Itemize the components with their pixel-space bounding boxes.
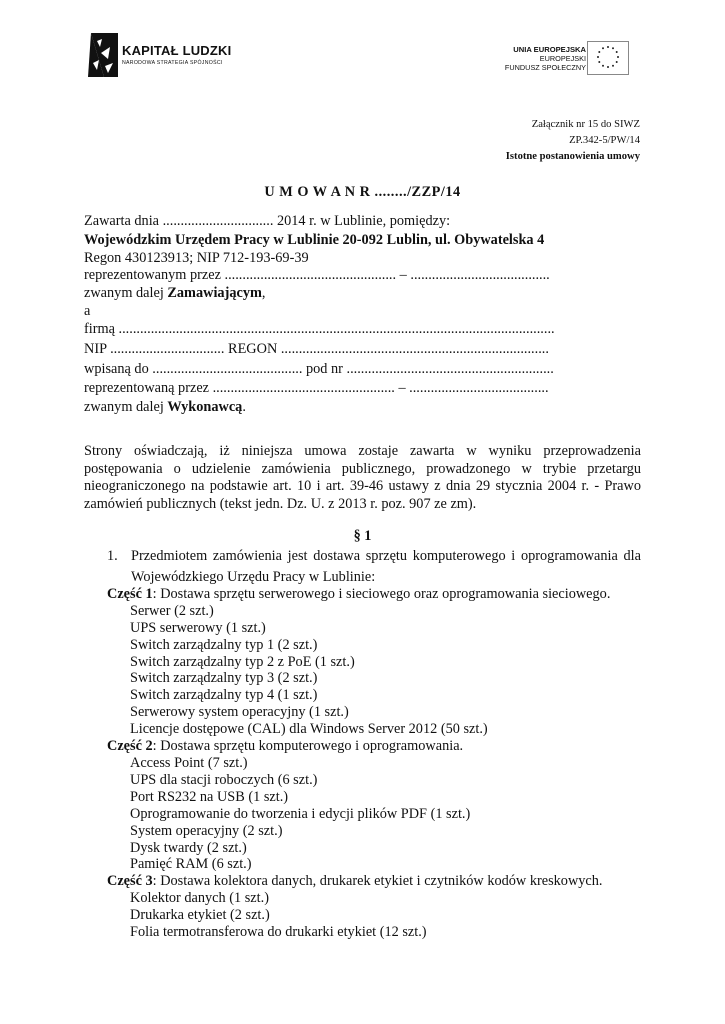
- kapital-ludzki-logo: [86, 29, 256, 81]
- list-item: System operacyjny (2 szt.): [130, 823, 283, 839]
- represented2-line: reprezentowaną przez ................................................... – .......................................: [84, 380, 549, 396]
- kapital-ludzki-emblem-icon: [86, 29, 120, 81]
- point-1-number: 1.: [107, 548, 118, 564]
- list-item: Folia termotransferowa do drukarki etykiet (12 szt.): [130, 924, 427, 940]
- part-3-label: Część 3: [107, 873, 153, 889]
- ref-attachment: Załącznik nr 15 do SIWZ: [531, 119, 640, 130]
- list-item: Pamięć RAM (6 szt.): [130, 856, 252, 872]
- employer-called-name: Zamawiającym: [167, 285, 262, 301]
- company-line: firmą ..........................................................................................................................: [84, 321, 555, 337]
- list-item: UPS dla stacji roboczych (6 szt.): [130, 772, 318, 788]
- list-item: Access Point (7 szt.): [130, 755, 248, 771]
- contractor-called-prefix: zwanym dalej: [84, 399, 168, 415]
- list-item: Port RS232 na USB (1 szt.): [130, 789, 289, 805]
- section-heading: § 1: [353, 528, 372, 544]
- list-item: Switch zarządzalny typ 4 (1 szt.): [130, 687, 318, 703]
- eu-flag-icon: [587, 41, 629, 75]
- list-item: Switch zarządzalny typ 3 (2 szt.): [130, 670, 318, 686]
- eu-logo: [480, 38, 640, 84]
- eu-logo-line1: UNIA EUROPEJSKA: [513, 45, 586, 54]
- part-3-desc: : Dostawa kolektora danych, drukarek etykiet i czytników kodów kreskowych.: [152, 873, 603, 889]
- concluded-line: Zawarta dnia ............................... 2014 r. w Lublinie, pomiędzy:: [84, 213, 451, 229]
- eu-logo-line3: FUNDUSZ SPOŁECZNY: [504, 63, 586, 72]
- and-line: a: [84, 303, 91, 319]
- represented-line: reprezentowanym przez ................................................ – .......................................: [84, 267, 550, 283]
- part-1-desc: : Dostawa sprzętu serwerowego i sieciowego oraz oprogramowania sieciowego.: [152, 586, 611, 602]
- part-3-header: [107, 873, 603, 890]
- list-item: Switch zarządzalny typ 2 z PoE (1 szt.): [130, 654, 355, 670]
- intro-paragraph: Strony oświadczają, iż niniejsza umowa zostaje zawarta w wyniku przeprowadzenia postępowania o udzielenie zamówienia publicznego, prowadzonego w trybie przetargu nieograniczonego na podstawie art. 10 i art. 39-46 ustawy z dnia 29 stycznia 2004 r. - Prawo zamówień publicznych (tekst jedn. Dz. U. z 2013 r. poz. 907 ze zm).: [84, 443, 641, 512]
- list-item: Serwerowy system operacyjny (1 szt.): [130, 704, 349, 720]
- list-item: UPS serwerowy (1 szt.): [130, 620, 266, 636]
- eu-logo-text: [505, 45, 586, 72]
- list-item: Kolektor danych (1 szt.): [130, 890, 269, 906]
- kl-logo-title: KAPITAŁ LUDZKI: [122, 43, 232, 58]
- part-1-label: Część 1: [107, 586, 153, 602]
- part-2-header: [107, 738, 463, 755]
- regon-nip-line: Regon 430123913; NIP 712-193-69-39: [84, 250, 309, 266]
- contractor-called-line: [84, 399, 246, 416]
- employer-called-prefix: zwanym dalej: [84, 285, 168, 301]
- employer-line: Wojewódzkim Urzędem Pracy w Lublinie 20-092 Lublin, ul. Obywatelska 4: [84, 232, 545, 248]
- part-2-desc: : Dostawa sprzętu komputerowego i oprogramowania.: [152, 738, 464, 754]
- point-1-text: Przedmiotem zamówienia jest dostawa sprzętu komputerowego i oprogramowania dla Wojewódzkiego Urzędu Pracy w Lublinie:: [131, 548, 641, 585]
- nip-regon-line: NIP ................................ REGON ...........................................................................: [84, 341, 549, 357]
- list-item: Licencje dostępowe (CAL) dla Windows Server 2012 (50 szt.): [130, 721, 488, 737]
- contractor-called-name: Wykonawcą: [167, 399, 243, 415]
- list-item: Dysk twardy (2 szt.): [130, 840, 247, 856]
- kl-logo-subtitle: NARODOWA STRATEGIA SPÓJNOŚCI: [122, 60, 223, 66]
- employer-called-suffix: ,: [261, 285, 266, 301]
- list-item: Serwer (2 szt.): [130, 603, 214, 619]
- ref-case-number: ZP.342-5/PW/14: [569, 135, 640, 146]
- page-title: U M O W A N R ......../ZZP/14: [264, 184, 461, 200]
- eu-logo-line2: EUROPEJSKI: [539, 54, 586, 63]
- contractor-called-suffix: .: [242, 399, 246, 415]
- list-item: Drukarka etykiet (2 szt.): [130, 907, 270, 923]
- part-2-label: Część 2: [107, 738, 153, 754]
- list-item: Switch zarządzalny typ 1 (2 szt.): [130, 637, 318, 653]
- registered-line: wpisaną do .......................................... pod nr ..........................................................: [84, 361, 554, 377]
- point-1: [107, 546, 641, 588]
- ref-subtitle: Istotne postanowienia umowy: [505, 151, 640, 162]
- employer-called-line: [84, 285, 265, 302]
- list-item: Oprogramowanie do tworzenia i edycji plików PDF (1 szt.): [130, 806, 471, 822]
- part-1-header: [107, 586, 610, 603]
